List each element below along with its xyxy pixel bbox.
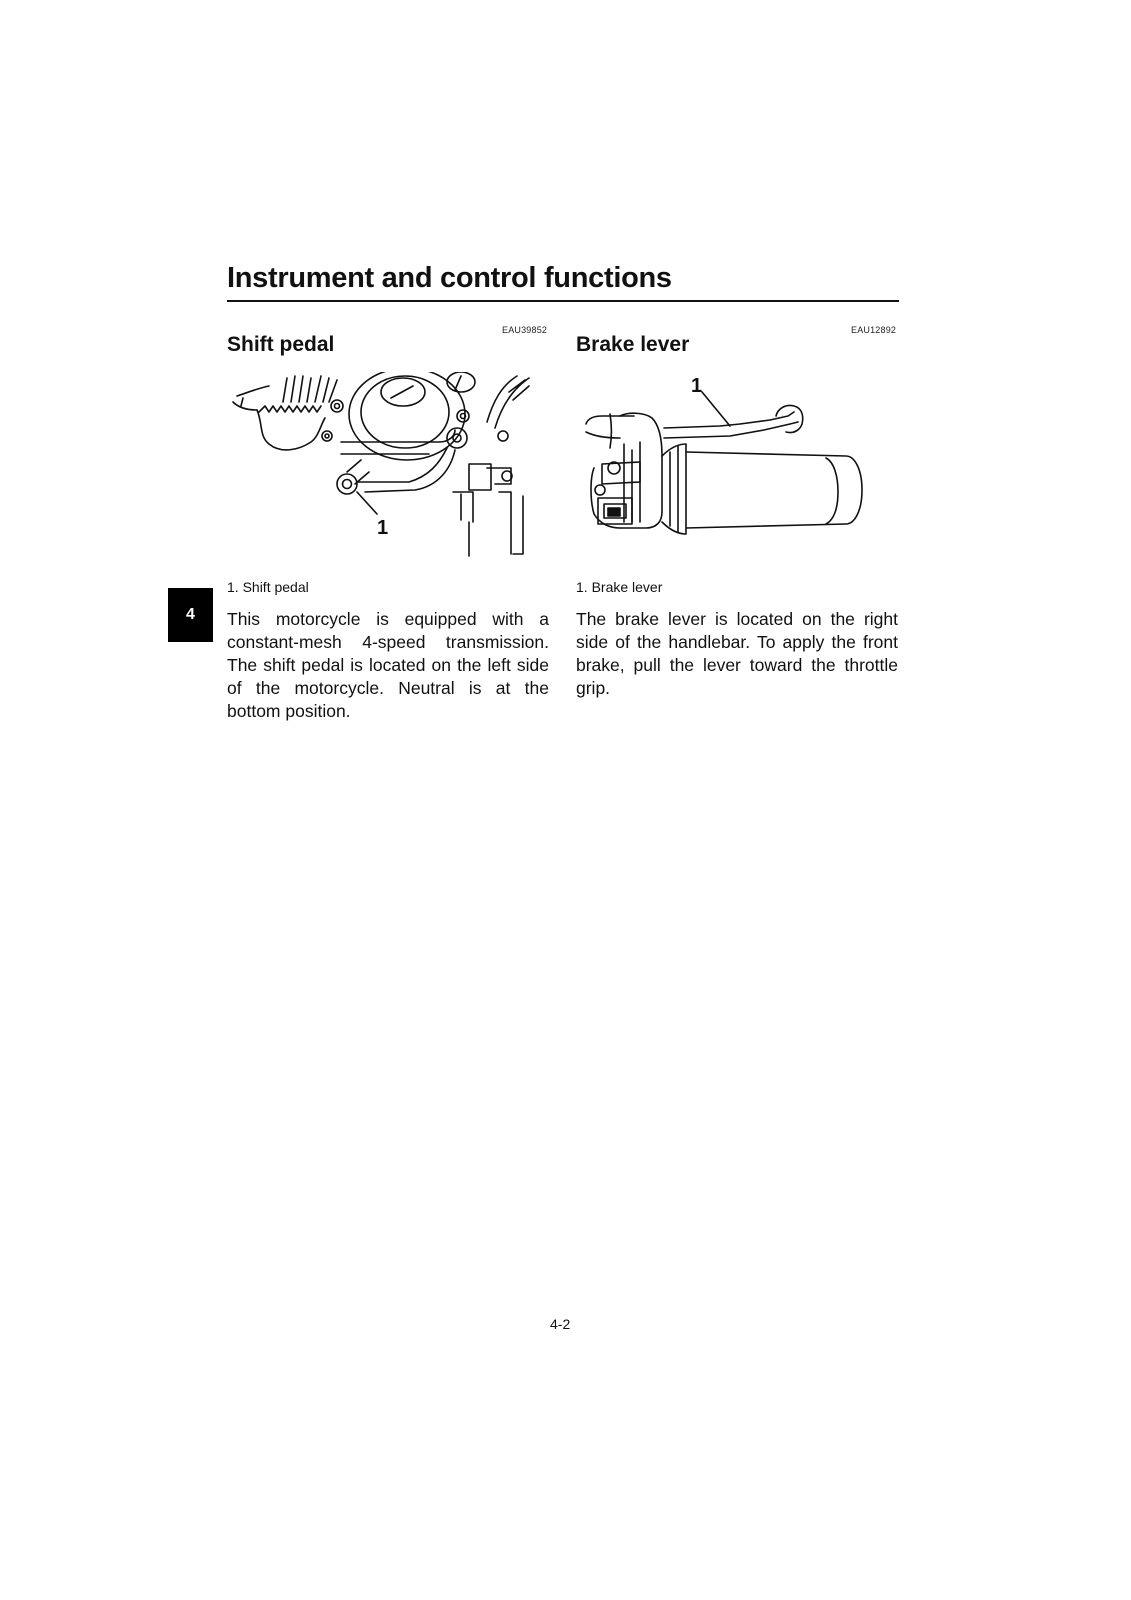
page-title: Instrument and control functions [227, 262, 672, 294]
brake-lever-illustration [580, 372, 880, 572]
shift-pedal-illustration [229, 372, 549, 572]
figure-callout: 1 [377, 517, 389, 539]
body-paragraph: The brake lever is located on the right side of the handlebar. To apply the front brake, pull the lever toward the throttle grip. [576, 609, 898, 698]
figure-caption: 1. Shift pedal [227, 579, 309, 595]
section-code: EAU39852 [502, 325, 548, 335]
page-number: 4-2 [550, 1316, 571, 1332]
section-heading-brake-lever: Brake lever [576, 333, 690, 356]
figure-caption: 1. Brake lever [576, 579, 663, 595]
section-code: EAU12892 [851, 325, 897, 335]
chapter-tab: 4 [168, 588, 213, 642]
figure-callout: 1 [691, 375, 703, 397]
body-paragraph: This motorcycle is equipped with a constant-mesh 4-speed transmission. The shift pedal is located on the left side of the motorcycle. Neutral is at the bottom position. [227, 609, 549, 721]
section-heading-shift-pedal: Shift pedal [227, 333, 335, 356]
title-divider [227, 300, 899, 302]
